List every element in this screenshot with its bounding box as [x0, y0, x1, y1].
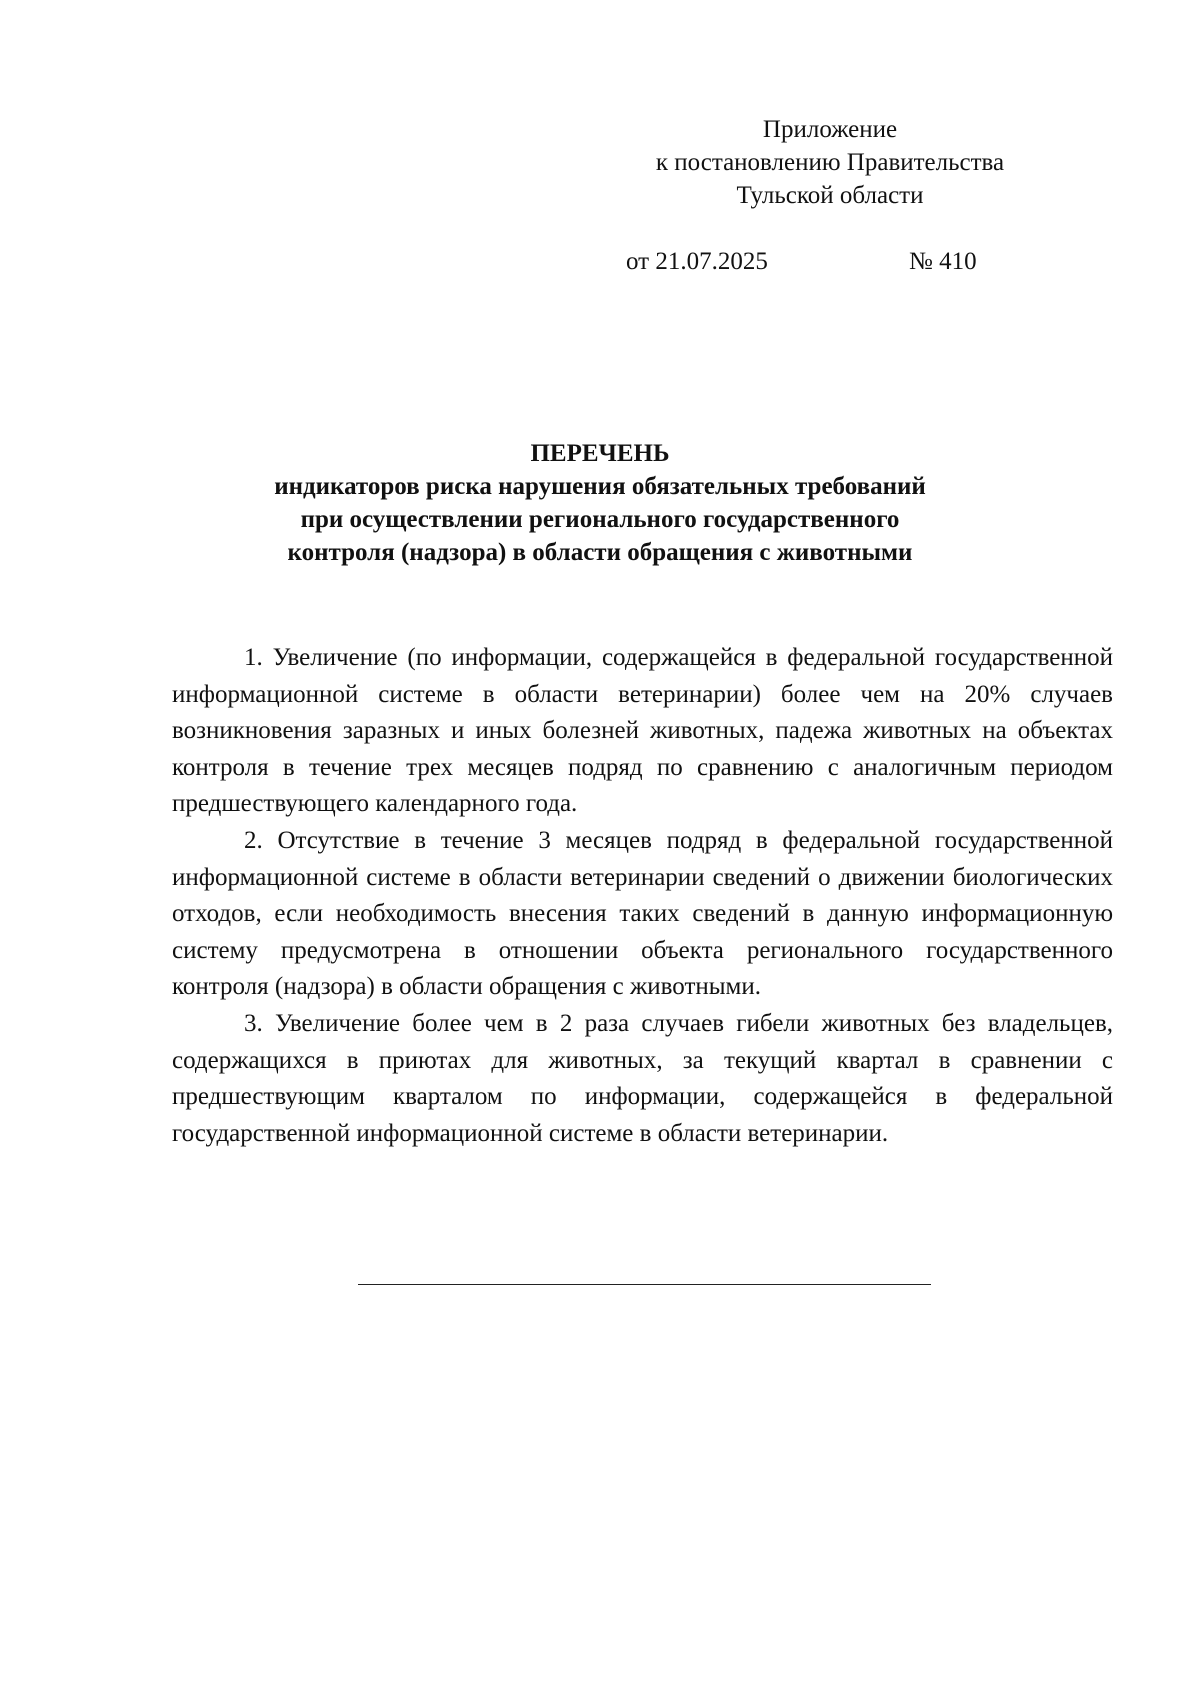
appendix-line-1: Приложение [762, 116, 898, 143]
list-item: 2. Отсутствие в течение 3 месяцев подряд в федеральной государственной информационной системе в области ветеринарии сведений о движении биологических отходов, если необходимость внесения таких сведений в данную информационную систему предусмотрена в отношении объекта регионального государственного контроля (надзора) в области обращения с животными. [172, 826, 1113, 1001]
list-item: 3. Увеличение более чем в 2 раза случаев гибели животных без владельцев, содержащихся в приютах для животных, за текущий квартал в сравнении с предшествующим кварталом по информации, содержащейся в федеральной государственной информационной системе в области ветеринарии. [172, 1009, 1113, 1147]
document-date: от 21.07.2025 [626, 248, 768, 275]
title-line-4: контроля (надзора) в области обращения с животными [287, 539, 913, 566]
title-line-2: индикаторов риска нарушения обязательных требований [274, 473, 926, 500]
document-body [172, 640, 1113, 1152]
closing-divider [358, 1284, 931, 1285]
list-item: 1. Увеличение (по информации, содержащейся в федеральной государственной информационной системе в области ветеринарии) более чем на 20% случаев возникновения заразных и иных болезней животных, падежа животных на объектах контроля в течение трех месяцев подряд по сравнению с аналогичным периодом предшествующего календарного года. [172, 644, 1113, 818]
appendix-header [600, 113, 1060, 212]
appendix-line-2: к постановлению Правительства [655, 149, 1005, 176]
appendix-line-3: Тульской области [736, 182, 924, 209]
document-title [160, 437, 1040, 569]
document-number: № 410 [909, 248, 977, 275]
title-line-3: при осуществлении регионального государственного [300, 506, 900, 533]
title-main: ПЕРЕЧЕНЬ [530, 440, 670, 467]
